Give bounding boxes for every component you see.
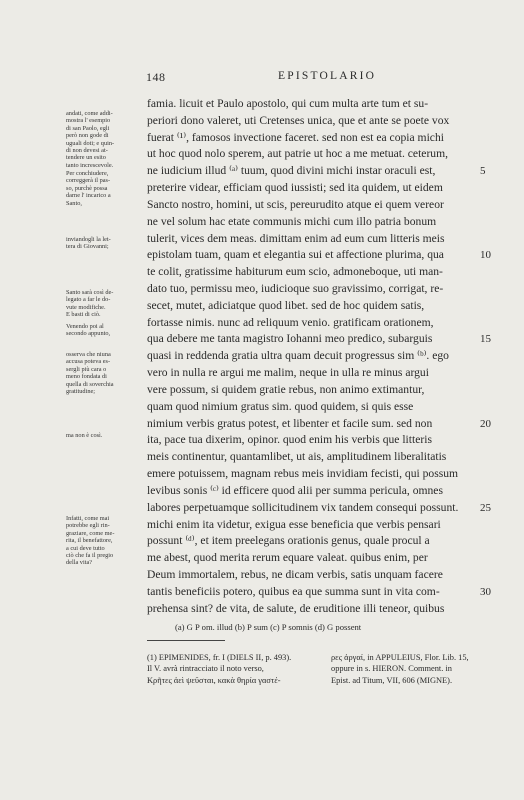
margin-note-line: E basti di ciò.: [66, 311, 101, 319]
margin-note-line: ciò che fa il pregio: [66, 552, 114, 560]
footnote-line: ρες ἀργαί, in APPULEIUS, Flor. Lib. 15,: [331, 653, 469, 662]
margin-note-line: uguali doti; e quin-: [66, 139, 115, 147]
margin-note-line: di san Paolo, egli: [66, 124, 110, 132]
margin-note-line: gratitudine;: [66, 388, 96, 396]
margin-note-line: quella di soverchia: [66, 380, 114, 388]
text-line: michi enim ita videtur, exigua esse beneficia que verbis pensari: [147, 517, 441, 531]
margin-note-line: darne l' incarico a: [66, 192, 111, 200]
text-line: nimium verbis gratus potest, et libenter et facile sum. sed non: [147, 416, 433, 430]
margin-note-line: so, purchè possa: [66, 184, 108, 192]
margin-note-line: vute modifiche.: [66, 303, 106, 311]
margin-note: [66, 170, 148, 207]
text-line: ita, pace tua dixerim, opinor. quod enim his verbis que litteris: [147, 433, 432, 447]
text-line: vero in nulla re argui me malim, neque in ulla re minus argui: [147, 366, 429, 380]
margin-note: [66, 110, 148, 169]
margin-note: [66, 351, 148, 395]
margin-note-line: Per conchiudere,: [66, 170, 109, 177]
text-line: levibus sonis ⁽ᶜ⁾ id efficere quod alii per summa pericula, omnes: [147, 483, 443, 497]
text-line: te colit, gratissime habiturum eum scio, admoneboque, uti man-: [147, 265, 443, 279]
margin-note-line: di non devesi at-: [66, 147, 108, 155]
text-line: Sancto nostro, homini, ut scis, pereurudito atque ei quem vereor: [147, 197, 444, 211]
margin-note-line: osserva che niuna: [66, 351, 111, 358]
text-line: fortasse nimis. nunc ad reliquum venio. gratificam orationem,: [147, 315, 434, 329]
line-number: 20: [480, 417, 491, 430]
margin-note-line: potrebbe egli rin-: [66, 522, 110, 530]
text-line: epistolam tuam, quam et elegantia sui et affectione plurima, qua: [147, 248, 444, 262]
text-line: ut hoc quod nolo sperem, aut patrie ut hoc a me metuat. ceterum,: [147, 147, 449, 161]
margin-note: [66, 289, 148, 319]
margin-note-line: tendere un esito: [66, 154, 106, 162]
margin-note: [66, 432, 148, 439]
text-line: preterire videar, efficiam quod iussisti; sed ita quidem, ut eidem: [147, 181, 443, 195]
footnote-right: [331, 652, 507, 686]
footnote-line: Epist. ad Titum, VII, 606 (MIGNE).: [331, 675, 453, 685]
line-number: 5: [480, 165, 486, 178]
margin-note-line: ma non è così.: [66, 432, 103, 439]
margin-note-line: a cui deve tutto: [66, 544, 105, 552]
text-line: ne vel solum hac etate communis michi cum illo patria bonum: [147, 214, 437, 228]
text-line: quasi in reddenda gratia ultra quam decuit progressus sim ⁽ᵇ⁾. ego: [147, 349, 449, 363]
text-line: quam quod nimium gratus sim. quod quidem, si quis esse: [147, 399, 414, 413]
margin-note-line: tera di Giovanni;: [66, 243, 109, 251]
margin-note-line: andati, come addi-: [66, 110, 113, 117]
margin-note-line: tanto increscevole.: [66, 161, 114, 169]
page-number: 148: [146, 70, 166, 84]
margin-note-line: mostra l' esempio: [66, 117, 111, 125]
margin-note-line: Santo sarà così de-: [66, 289, 114, 296]
text-line: tulerit, vices dem meas. dimittam enim ad eum cum litteris meis: [147, 231, 445, 245]
running-title: EPISTOLARIO: [278, 70, 377, 82]
margin-note: [66, 515, 148, 567]
text-line: qua debere me tanta magistro Iohanni meo predico, subarguis: [147, 332, 433, 346]
text-line: vere possum, si quidem gratie rebus, non animo extimantur,: [147, 382, 425, 396]
margin-note: [66, 323, 148, 338]
text-line: emere potuissem, magnam rebus meis invidiam fecisti, qui possum: [147, 467, 459, 481]
text-line: tantis beneficiis potero, quibus ea que summa sunt in vita com-: [147, 584, 440, 598]
margin-note-line: accusa poteva es-: [66, 358, 111, 366]
text-line: meis continentur, quantamlibet, ut ais, amplitudinem liberalitatis: [147, 450, 447, 464]
footnote-rule: [147, 640, 225, 641]
footnote-line: (1) EPIMENIDES, fr. I (DIELS II, p. 493).: [147, 653, 292, 662]
line-number: 10: [480, 249, 491, 262]
margin-note-line: correggerà il pas-: [66, 177, 111, 185]
margin-note-line: graziare, come me-: [66, 529, 115, 537]
margin-note-line: della vita?: [66, 559, 93, 567]
footnote-line: Κρῆτες ἀεὶ ψεῦσται, κακὰ θηρία γαστέ-: [147, 675, 281, 685]
line-number: 30: [480, 585, 491, 598]
margin-note: [66, 236, 148, 251]
text-line: ne iudicium illud ⁽ᵃ⁾ tuum, quod divini michi instar oraculi est,: [147, 164, 436, 178]
text-line: me abest, quod merita rerum equare valeat. quibus enim, per: [147, 551, 428, 565]
margin-note-line: Santo,: [66, 199, 82, 207]
margin-note-line: legato a far le do-: [66, 296, 111, 304]
margin-note-line: rita, il benefattore,: [66, 537, 113, 545]
variant-readings: (a) G P om. illud (b) P sum (c) P somnis (d) G possent: [175, 622, 362, 632]
text-line: secet, mutet, adiciatque quod libet. sed de hoc quidem satis,: [147, 298, 425, 312]
text-line: labores perpetuamque sollicitudinem vix tandem consequi possunt.: [147, 500, 459, 514]
line-number: 15: [480, 333, 491, 346]
text-line: dato tuo, permissu meo, iudicioque suo gravissimo, corrigat, re-: [147, 282, 444, 296]
footnote-line: Il V. avrà rintracciato il noto verso,: [147, 664, 264, 674]
margin-note-line: sergli più cara o: [66, 365, 107, 373]
text-line: Deum immortalem, rebus, ne dicam verbis, satis unquam facere: [147, 567, 443, 581]
footnote-left: [147, 652, 327, 686]
margin-note-line: inviandogli la let-: [66, 236, 111, 243]
margin-note-line: meno fondata di: [66, 373, 107, 381]
text-line: possunt ⁽ᵈ⁾, et item preelegans orationis genus, quale procul a: [147, 534, 430, 548]
text-line: periori dono valeret, uti Cretenses unica, que et ante se poete vox: [147, 113, 450, 127]
margin-note-line: Infatti, come mai: [66, 515, 110, 522]
line-number: 25: [480, 501, 491, 514]
margin-note-line: Venendo poi al: [66, 323, 104, 330]
text-line: famia. licuit et Paulo apostolo, qui cum multa arte tum et su-: [147, 97, 429, 110]
text-line: prehensa sint? de vita, de salute, de eruditione illi teneor, quibus: [147, 601, 445, 615]
footnote-line: oppure in s. HIERON. Comment. in: [331, 664, 452, 674]
margin-note-line: secondo appunto,: [66, 330, 111, 338]
margin-note-line: però non gode di: [66, 132, 109, 140]
text-line: fuerat ⁽¹⁾, famosos invectione faceret. sed non est ea copia michi: [147, 130, 444, 144]
